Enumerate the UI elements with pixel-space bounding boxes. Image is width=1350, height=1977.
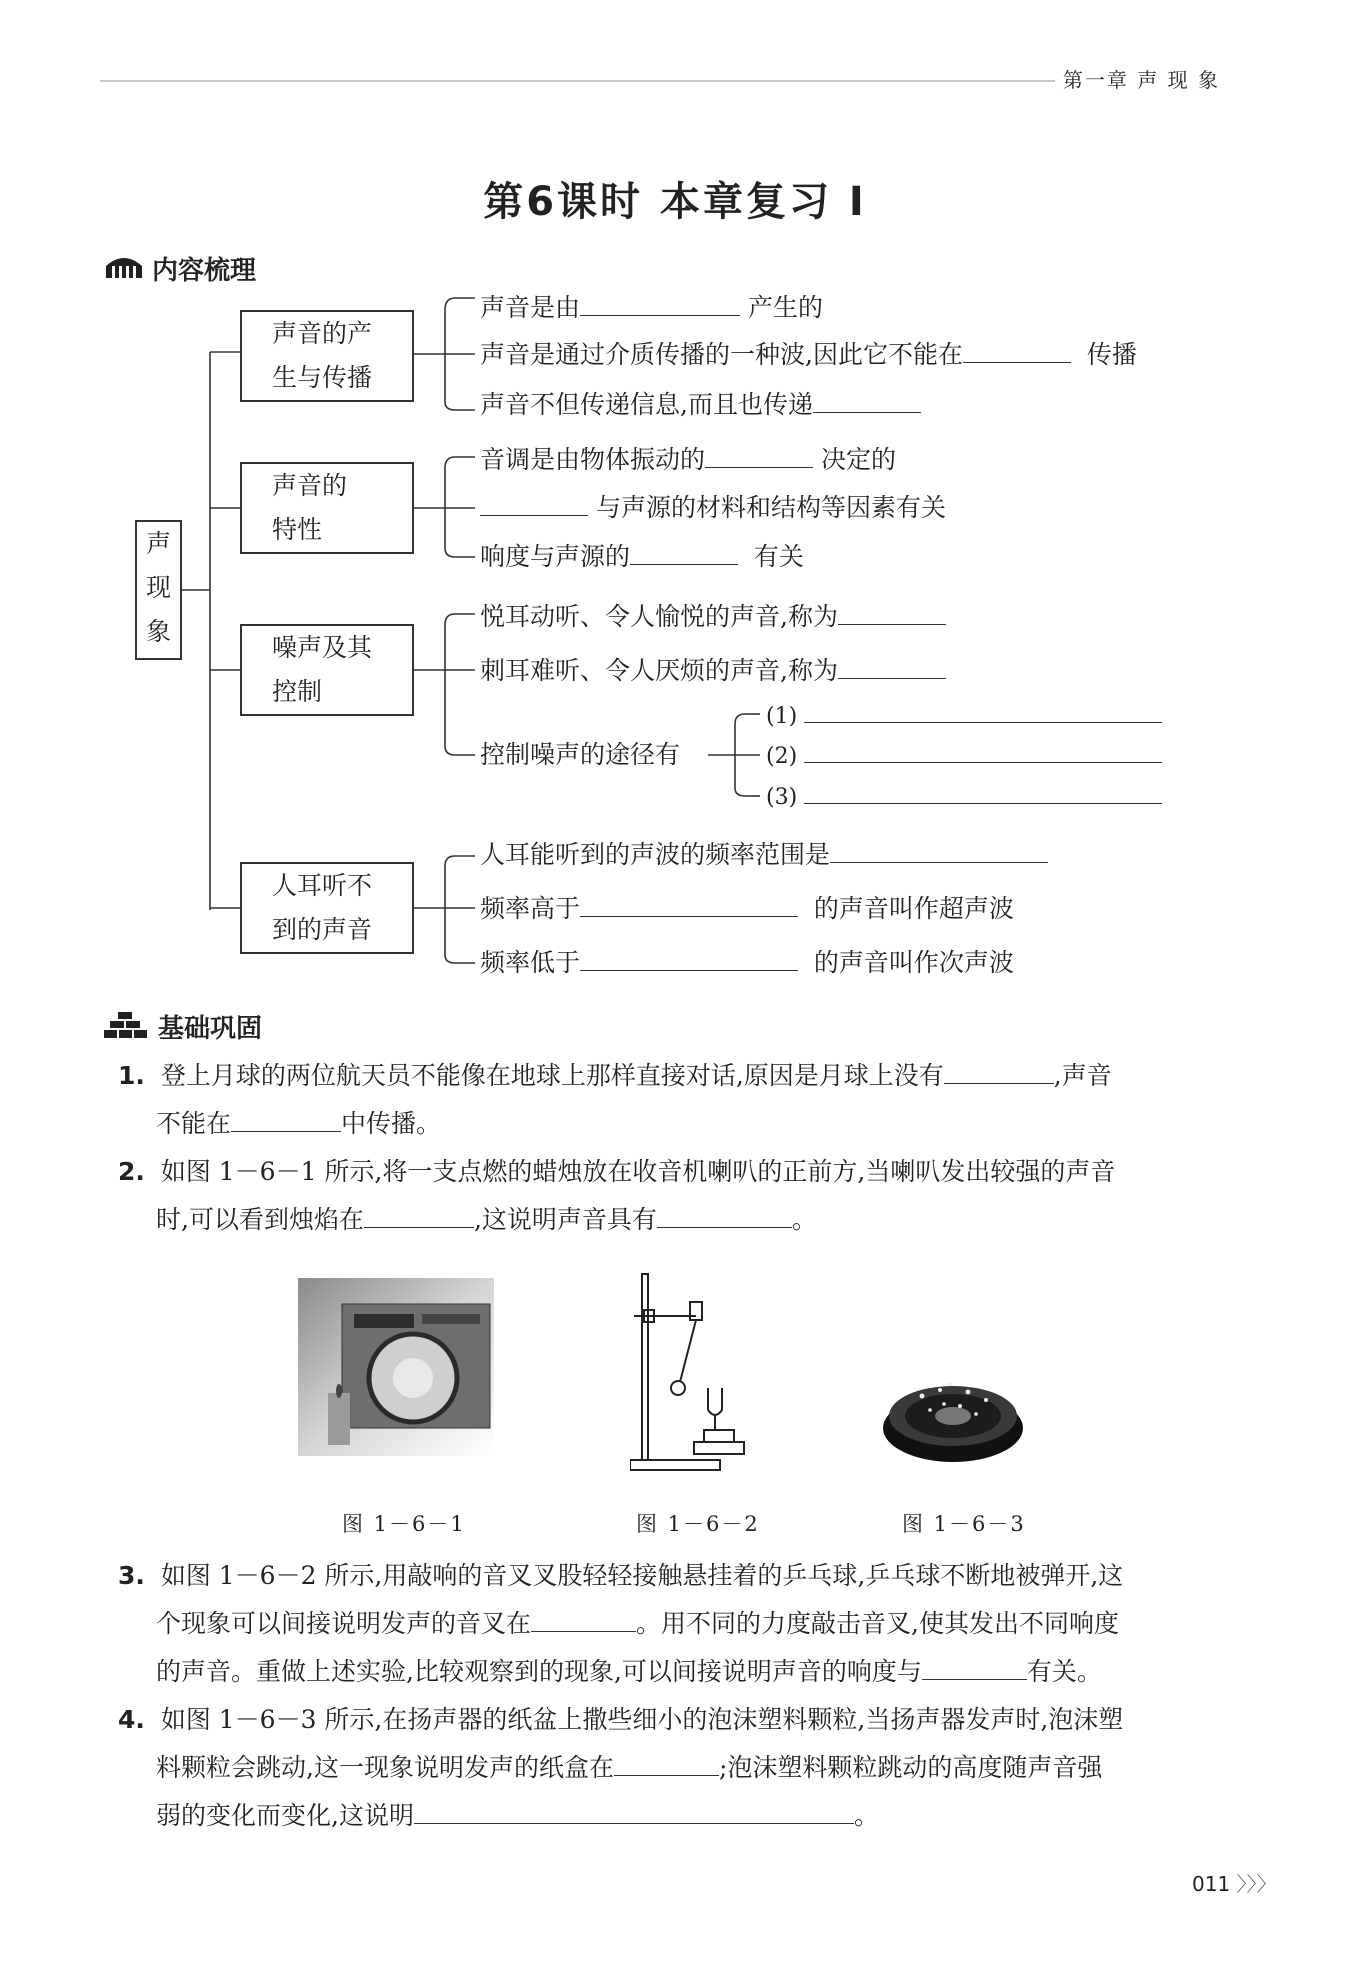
question-3: 3. 如图 1－6－2 所示,用敲响的音叉叉股轻轻接触悬挂着的乒乓球,乒乓球不断地被弹开,这 个现象可以间接说明发声的音叉在 。用不同的力度敲击音叉,使其发出不同响度 的声音。重做上述实验,比较观察到的现象,可以间接说明声音的响度与 有关。 xyxy=(118,1561,1124,1686)
leaf-item: 频率低于 的声音叫作次声波 xyxy=(480,948,1014,977)
figure-radio-candle xyxy=(298,1278,494,1456)
leaf-item: 控制噪声的途径有 xyxy=(480,740,681,769)
section-icon-basics xyxy=(104,1010,148,1044)
branch-box-propagation: 声音的产 生与传播 xyxy=(240,310,414,402)
fill-blank[interactable] xyxy=(813,390,921,413)
fill-blank[interactable] xyxy=(480,493,588,516)
fill-blank[interactable] xyxy=(830,840,1048,863)
fill-blank[interactable] xyxy=(922,1657,1027,1680)
question-4: 4. 如图 1－6－3 所示,在扬声器的纸盆上撒些细小的泡沫塑料颗粒,当扬声器发声时,泡沫塑 料颗粒会跳动,这一现象说明发声的纸盒在 ;泡沫塑料颗粒跳动的高度随声音强 弱的变化而变化,这说明 。 xyxy=(118,1705,1124,1830)
question-1: 1. 登上月球的两位航天员不能像在地球上那样直接对话,原因是月球上没有 ,声音 不能在 中传播。 xyxy=(118,1061,1112,1138)
fill-blank[interactable] xyxy=(804,700,1162,723)
fill-blank[interactable] xyxy=(531,1609,636,1632)
fill-blank[interactable] xyxy=(963,340,1071,363)
leaf-item: 刺耳难听、令人厌烦的声音,称为 xyxy=(480,656,946,686)
fill-blank[interactable] xyxy=(838,656,946,679)
figure-caption: 图 1－6－3 xyxy=(902,1512,1026,1536)
fill-blank[interactable] xyxy=(614,1753,719,1776)
leaf-item: 与声源的材料和结构等因素有关 xyxy=(480,493,946,523)
sub-item: (3) xyxy=(766,781,1162,813)
fill-blank[interactable] xyxy=(231,1109,341,1132)
chapter-header: 第一章 声 现 象 xyxy=(1062,68,1220,92)
leaf-item: 悦耳动听、令人愉悦的声音,称为 xyxy=(480,602,946,632)
section-heading-content: 内容梳理 xyxy=(152,256,257,286)
leaf-item: 频率高于 的声音叫作超声波 xyxy=(480,894,1014,923)
fill-blank[interactable] xyxy=(630,542,738,565)
page-number: 011 〉〉〉 xyxy=(1192,1872,1277,1896)
branch-box-inaudible: 人耳听不 到的声音 xyxy=(240,862,414,954)
leaf-item: 人耳能听到的声波的频率范围是 xyxy=(480,840,1048,870)
leaf-item: 响度与声源的 有关 xyxy=(480,542,804,571)
fill-blank[interactable] xyxy=(804,781,1162,804)
page-title: 第6课时 本章复习 I xyxy=(483,179,867,225)
fill-blank[interactable] xyxy=(364,1205,474,1228)
leaf-item: 声音是由 产生的 xyxy=(480,293,823,322)
leaf-item: 声音不但传递信息,而且也传递 xyxy=(480,390,921,420)
root-node: 声 现 象 xyxy=(135,520,182,660)
fill-blank[interactable] xyxy=(580,948,798,971)
leaf-item: 声音是通过介质传播的一种波,因此它不能在 传播 xyxy=(480,340,1137,369)
question-2: 2. 如图 1－6－1 所示,将一支点燃的蜡烛放在收音机喇叭的正前方,当喇叭发出较强的声音 时,可以看到烛焰在 ,这说明声音具有 。 xyxy=(118,1157,1116,1234)
fill-blank[interactable] xyxy=(414,1801,854,1824)
fill-blank[interactable] xyxy=(838,602,946,625)
fill-blank[interactable] xyxy=(657,1205,792,1228)
section-heading-basics: 基础巩固 xyxy=(158,1014,263,1044)
figure-caption: 图 1－6－1 xyxy=(342,1512,466,1536)
sub-item: (1) xyxy=(766,700,1162,732)
figure-caption: 图 1－6－2 xyxy=(636,1512,760,1536)
fill-blank[interactable] xyxy=(804,740,1162,763)
branch-box-noise: 噪声及其 控制 xyxy=(240,624,414,716)
fill-blank[interactable] xyxy=(580,894,798,917)
fill-blank[interactable] xyxy=(944,1061,1054,1084)
fill-blank[interactable] xyxy=(705,445,813,468)
page-arrows-icon: 〉〉〉 xyxy=(1236,1872,1277,1896)
figure-loudspeaker xyxy=(880,1370,1026,1470)
fill-blank[interactable] xyxy=(580,293,740,316)
branch-box-characteristics: 声音的 特性 xyxy=(240,462,414,554)
leaf-item: 音调是由物体振动的 决定的 xyxy=(480,445,896,474)
sub-item: (2) xyxy=(766,740,1162,772)
figure-tuning-fork xyxy=(630,1270,748,1485)
